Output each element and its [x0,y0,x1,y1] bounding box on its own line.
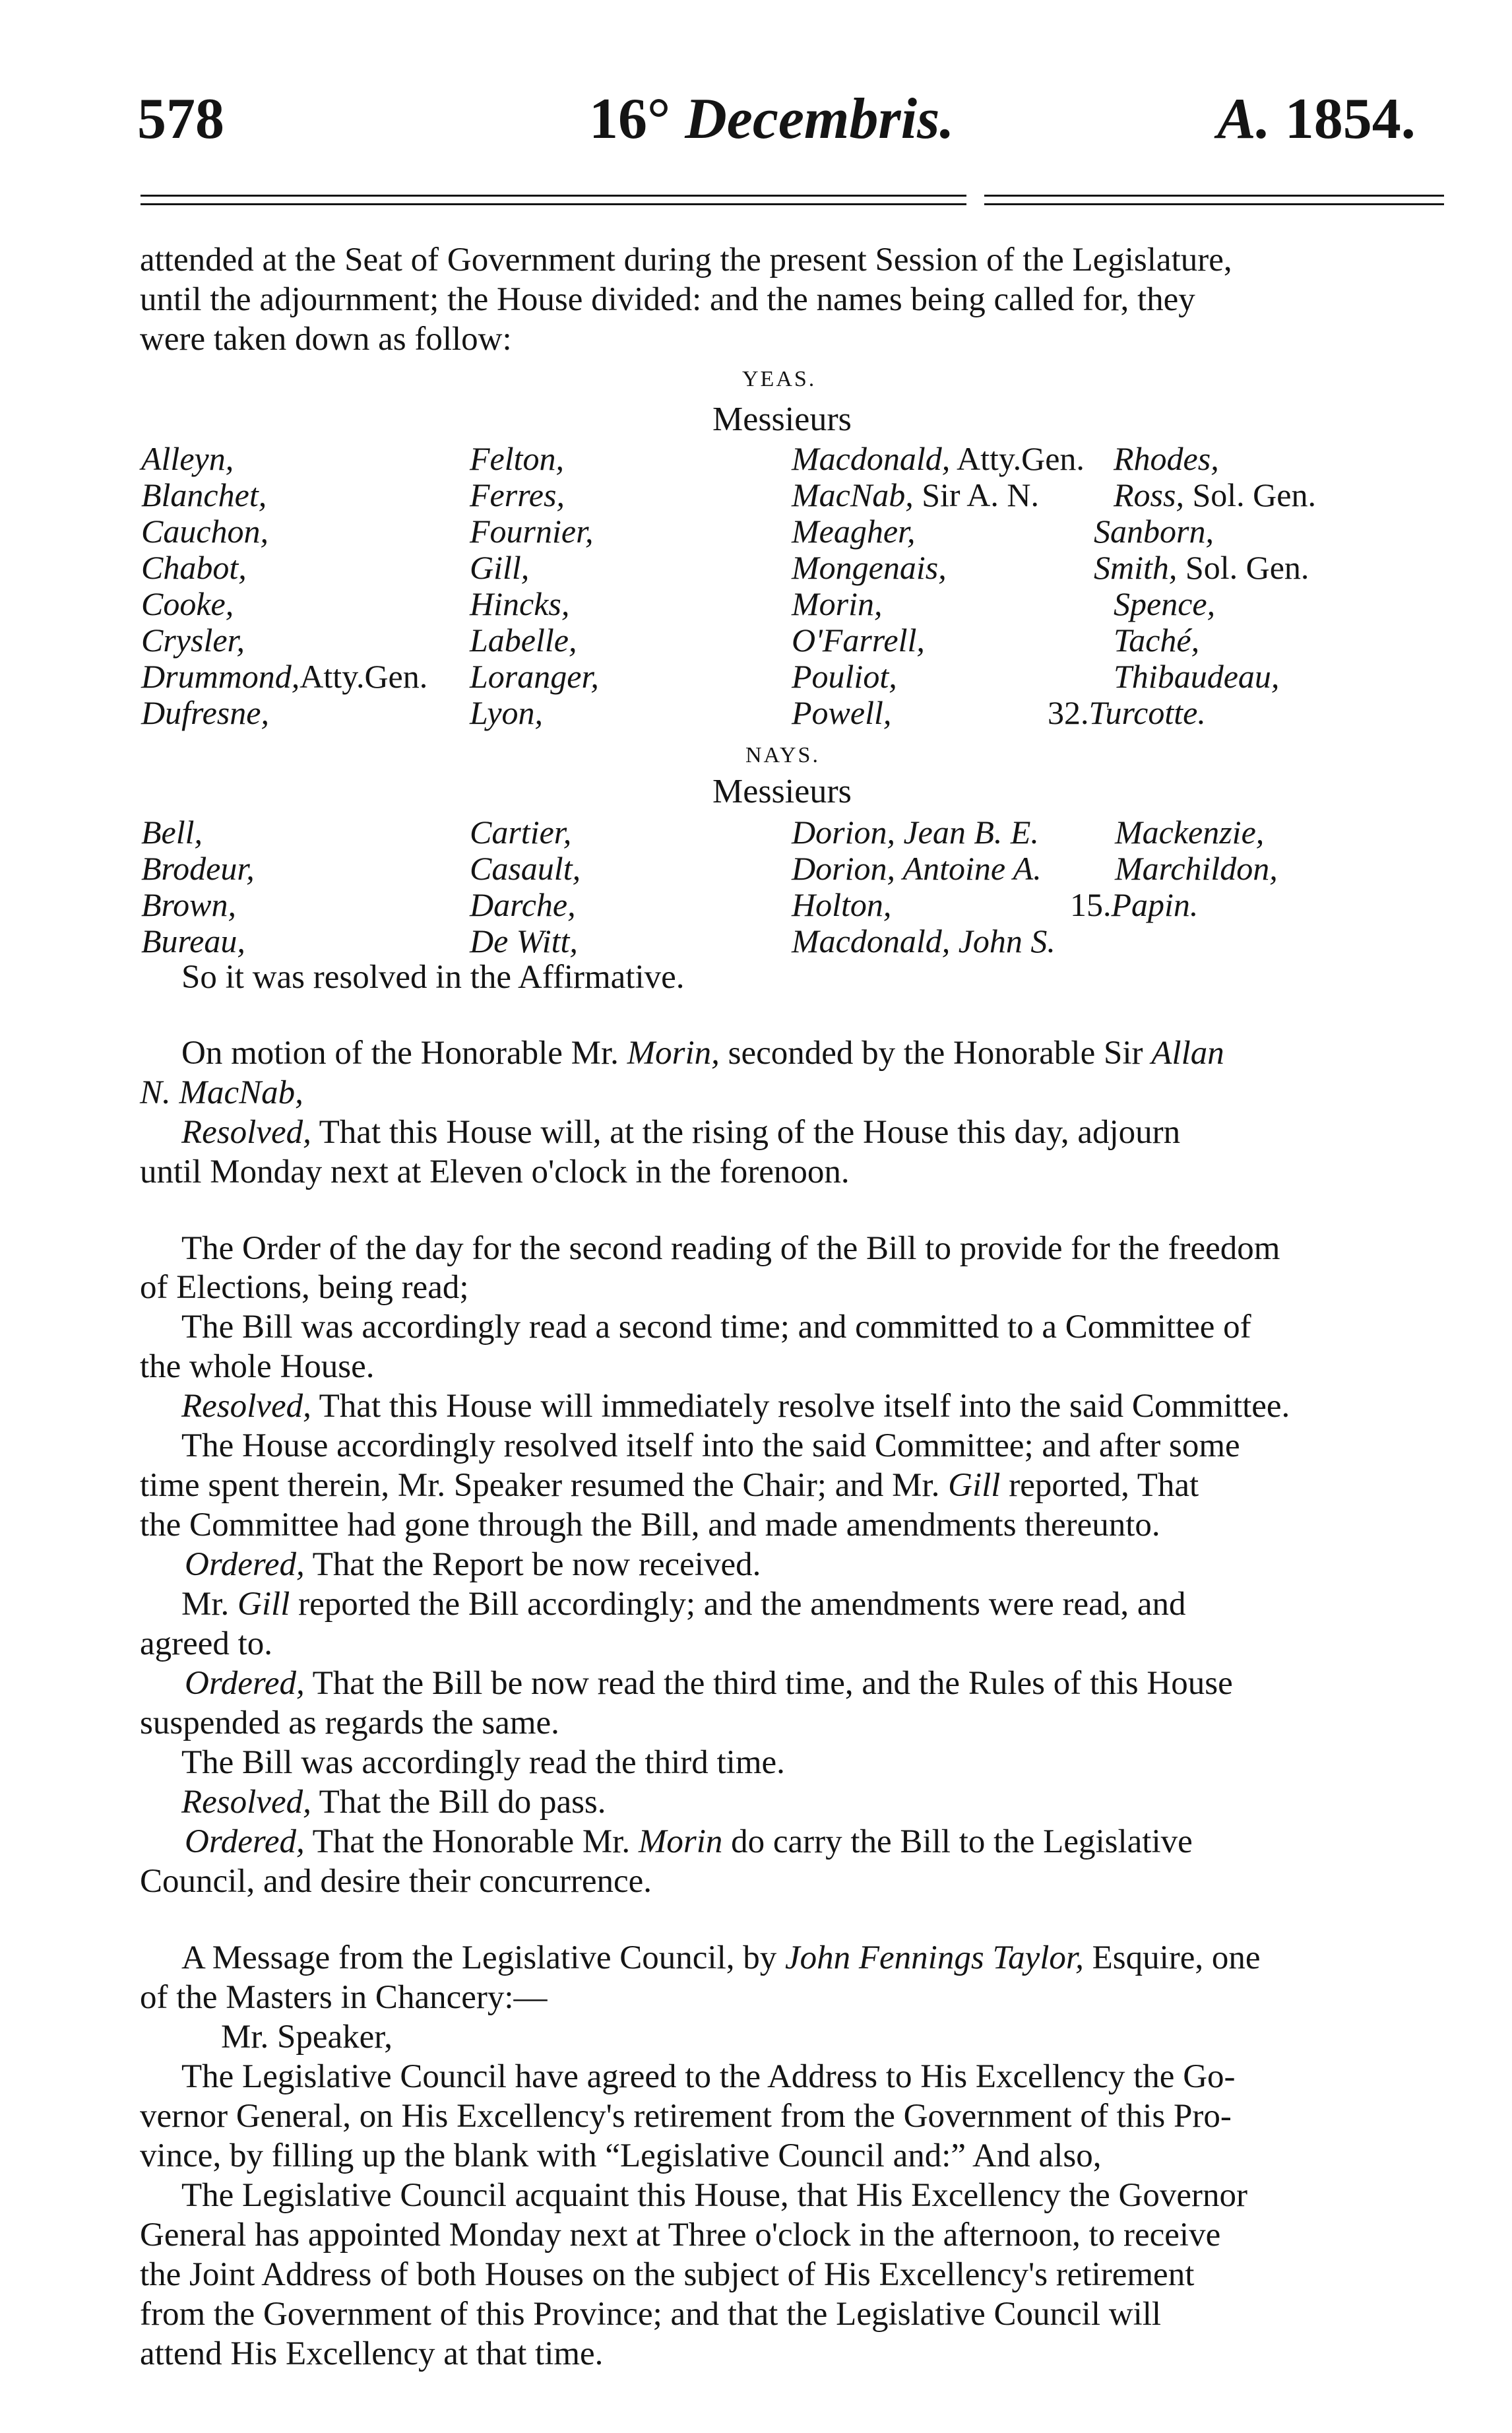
header-year-number: 1854. [1284,87,1416,151]
resolved-affirmative: So it was resolved in the Affirmative. [181,959,685,996]
message-line-3: Mr. Speaker, [221,2019,393,2056]
yea-name: MacNab, Sir A. N. [792,476,1040,513]
yea-name: Smith, Sol. Gen. [1094,549,1309,586]
intro-line-3: were taken down as follow: [140,321,512,358]
nay-name: Mackenzie, [1115,814,1265,851]
yea-name: Crysler, [141,622,245,659]
yeas-count: 32. [1048,694,1089,731]
nay-name: Holton, [792,886,892,923]
order-line-1: The Order of the day for the second reading of the Bill to provide for the freedom [181,1230,1280,1267]
order-line-14: The Bill was accordingly read the third time. [181,1744,785,1781]
order-line-16: Ordered, That the Honorable Mr. Morin do carry the Bill to the Legislative [185,1823,1193,1860]
yea-name: Alleyn, [141,440,234,477]
message-line-7: The Legislative Council acquaint this House, that His Excellency the Governor [181,2177,1247,2214]
message-line-6: vince, by filling up the blank with “Legislative Council and:” And also, [140,2137,1102,2174]
header-date-day: 16° [589,87,671,151]
motion-line-4: until Monday next at Eleven o'clock in the forenoon. [140,1153,850,1190]
nay-name: Bureau, [141,923,245,959]
nay-name: Bell, [141,814,203,851]
yea-name: Blanchet, [141,476,267,513]
order-line-5: Resolved, That this House will immediately resolve itself into the said Committee. [181,1388,1290,1425]
message-line-9: the Joint Address of both Houses on the subject of His Excellency's retirement [140,2256,1195,2293]
yea-name: Cooke, [141,585,234,622]
yea-name: Chabot, [141,549,247,586]
yea-name: Dufresne, [141,694,269,731]
yeas-messieurs: Messieurs [712,401,852,438]
yea-name: Pouliot, [792,658,897,695]
yea-name: Drummond,Atty.Gen. [141,658,428,695]
nay-name: Marchildon, [1115,850,1278,887]
order-line-6: The House accordingly resolved itself into the said Committee; and after some [181,1427,1240,1464]
motion-line-2: N. MacNab, [140,1074,303,1111]
message-line-1: A Message from the Legislative Council, by John Fennings Taylor, Esquire, one [181,1939,1261,1976]
yea-name: Rhodes, [1114,440,1219,477]
message-line-11: attend His Excellency at that time. [140,2335,604,2372]
message-line-4: The Legislative Council have agreed to the Address to His Excellency the Go- [181,2058,1236,2095]
motion-line-3: Resolved, That this House will, at the rising of the House this day, adjourn [181,1114,1181,1151]
nay-name: Brown, [141,886,236,923]
header-date-month: Decembris. [685,87,955,151]
nay-name: Dorion, Antoine A. [792,850,1042,887]
order-line-3: The Bill was accordingly read a second time; and committed to a Committee of [181,1309,1251,1346]
header-rule-right-bottom [984,203,1444,205]
order-line-17: Council, and desire their concurrence. [140,1863,652,1900]
nays-heading: NAYS. [745,743,820,767]
order-line-15: Resolved, That the Bill do pass. [181,1784,606,1821]
yea-name: Sanborn, [1094,513,1214,550]
order-line-8: the Committee had gone through the Bill, and made amendments thereunto. [140,1507,1160,1543]
message-line-8: General has appointed Monday next at Three o'clock in the afternoon, to receive [140,2217,1221,2254]
nays-messieurs: Messieurs [712,773,852,810]
yea-name: Gill, [470,549,530,586]
yea-name: O'Farrell, [792,622,925,659]
header-rule-left-top [141,195,966,197]
yea-name: Morin, [792,585,883,622]
yeas-heading: YEAS. [742,367,817,391]
nay-name: Darche, [470,886,576,923]
nay-name: De Witt, [470,923,578,959]
header-rule-left-bottom [141,203,966,205]
yea-name: Meagher, [792,513,916,550]
yea-name: Spence, [1114,585,1216,622]
order-line-12: Ordered, That the Bill be now read the third time, and the Rules of this House [185,1665,1233,1702]
intro-line-2: until the adjournment; the House divided: and the names being called for, they [140,281,1195,318]
nay-name: Dorion, Jean B. E. [792,814,1039,851]
yea-name: Labelle, [470,622,577,659]
nays-count: 15. [1070,886,1112,923]
order-line-4: the whole House. [140,1348,375,1385]
yea-name: Cauchon, [141,513,269,550]
yea-name: Thibaudeau, [1114,658,1280,695]
yea-name: Taché, [1114,622,1200,659]
yea-name: Lyon, [470,694,544,731]
order-line-13: suspended as regards the same. [140,1704,559,1741]
order-line-9: Ordered, That the Report be now received. [185,1546,761,1583]
message-line-2: of the Masters in Chancery:— [140,1979,548,2016]
order-line-10: Mr. Gill reported the Bill accordingly; and the amendments were read, and [181,1586,1186,1623]
yea-name: Ross, Sol. Gen. [1114,476,1316,513]
motion-line-1: On motion of the Honorable Mr. Morin, seconded by the Honorable Sir Allan [181,1035,1224,1072]
nay-name: Casault, [470,850,581,887]
nay-name: Macdonald, John S. [792,923,1055,959]
yea-name: Felton, [470,440,565,477]
order-line-7: time spent therein, Mr. Speaker resumed the Chair; and Mr. Gill reported, That [140,1467,1199,1504]
nay-name: Cartier, [470,814,572,851]
page-number: 578 [137,87,224,151]
message-line-10: from the Government of this Province; and that the Legislative Council will [140,2296,1162,2333]
yea-name: Mongenais, [792,549,947,586]
yea-name-last: 32.Turcotte. [1048,694,1206,731]
yea-name: Fournier, [470,513,594,550]
intro-line-1: attended at the Seat of Government during the present Session of the Legislature, [140,242,1232,278]
header-date [589,86,954,152]
yea-name: Hincks, [470,585,570,622]
header-year [1217,86,1416,152]
yea-name: Powell, [792,694,892,731]
nay-name: Brodeur, [141,850,255,887]
header-year-a: A. [1217,87,1271,151]
header-rule-right-top [984,195,1444,197]
yea-name: Macdonald, Atty.Gen. [792,440,1085,477]
nay-name-last: 15.Papin. [1070,886,1199,923]
order-line-2: of Elections, being read; [140,1269,469,1306]
message-line-5: vernor General, on His Excellency's retirement from the Government of this Pro- [140,2098,1232,2135]
yea-name: Loranger, [470,658,599,695]
yea-name: Ferres, [470,476,565,513]
order-line-11: agreed to. [140,1625,273,1662]
